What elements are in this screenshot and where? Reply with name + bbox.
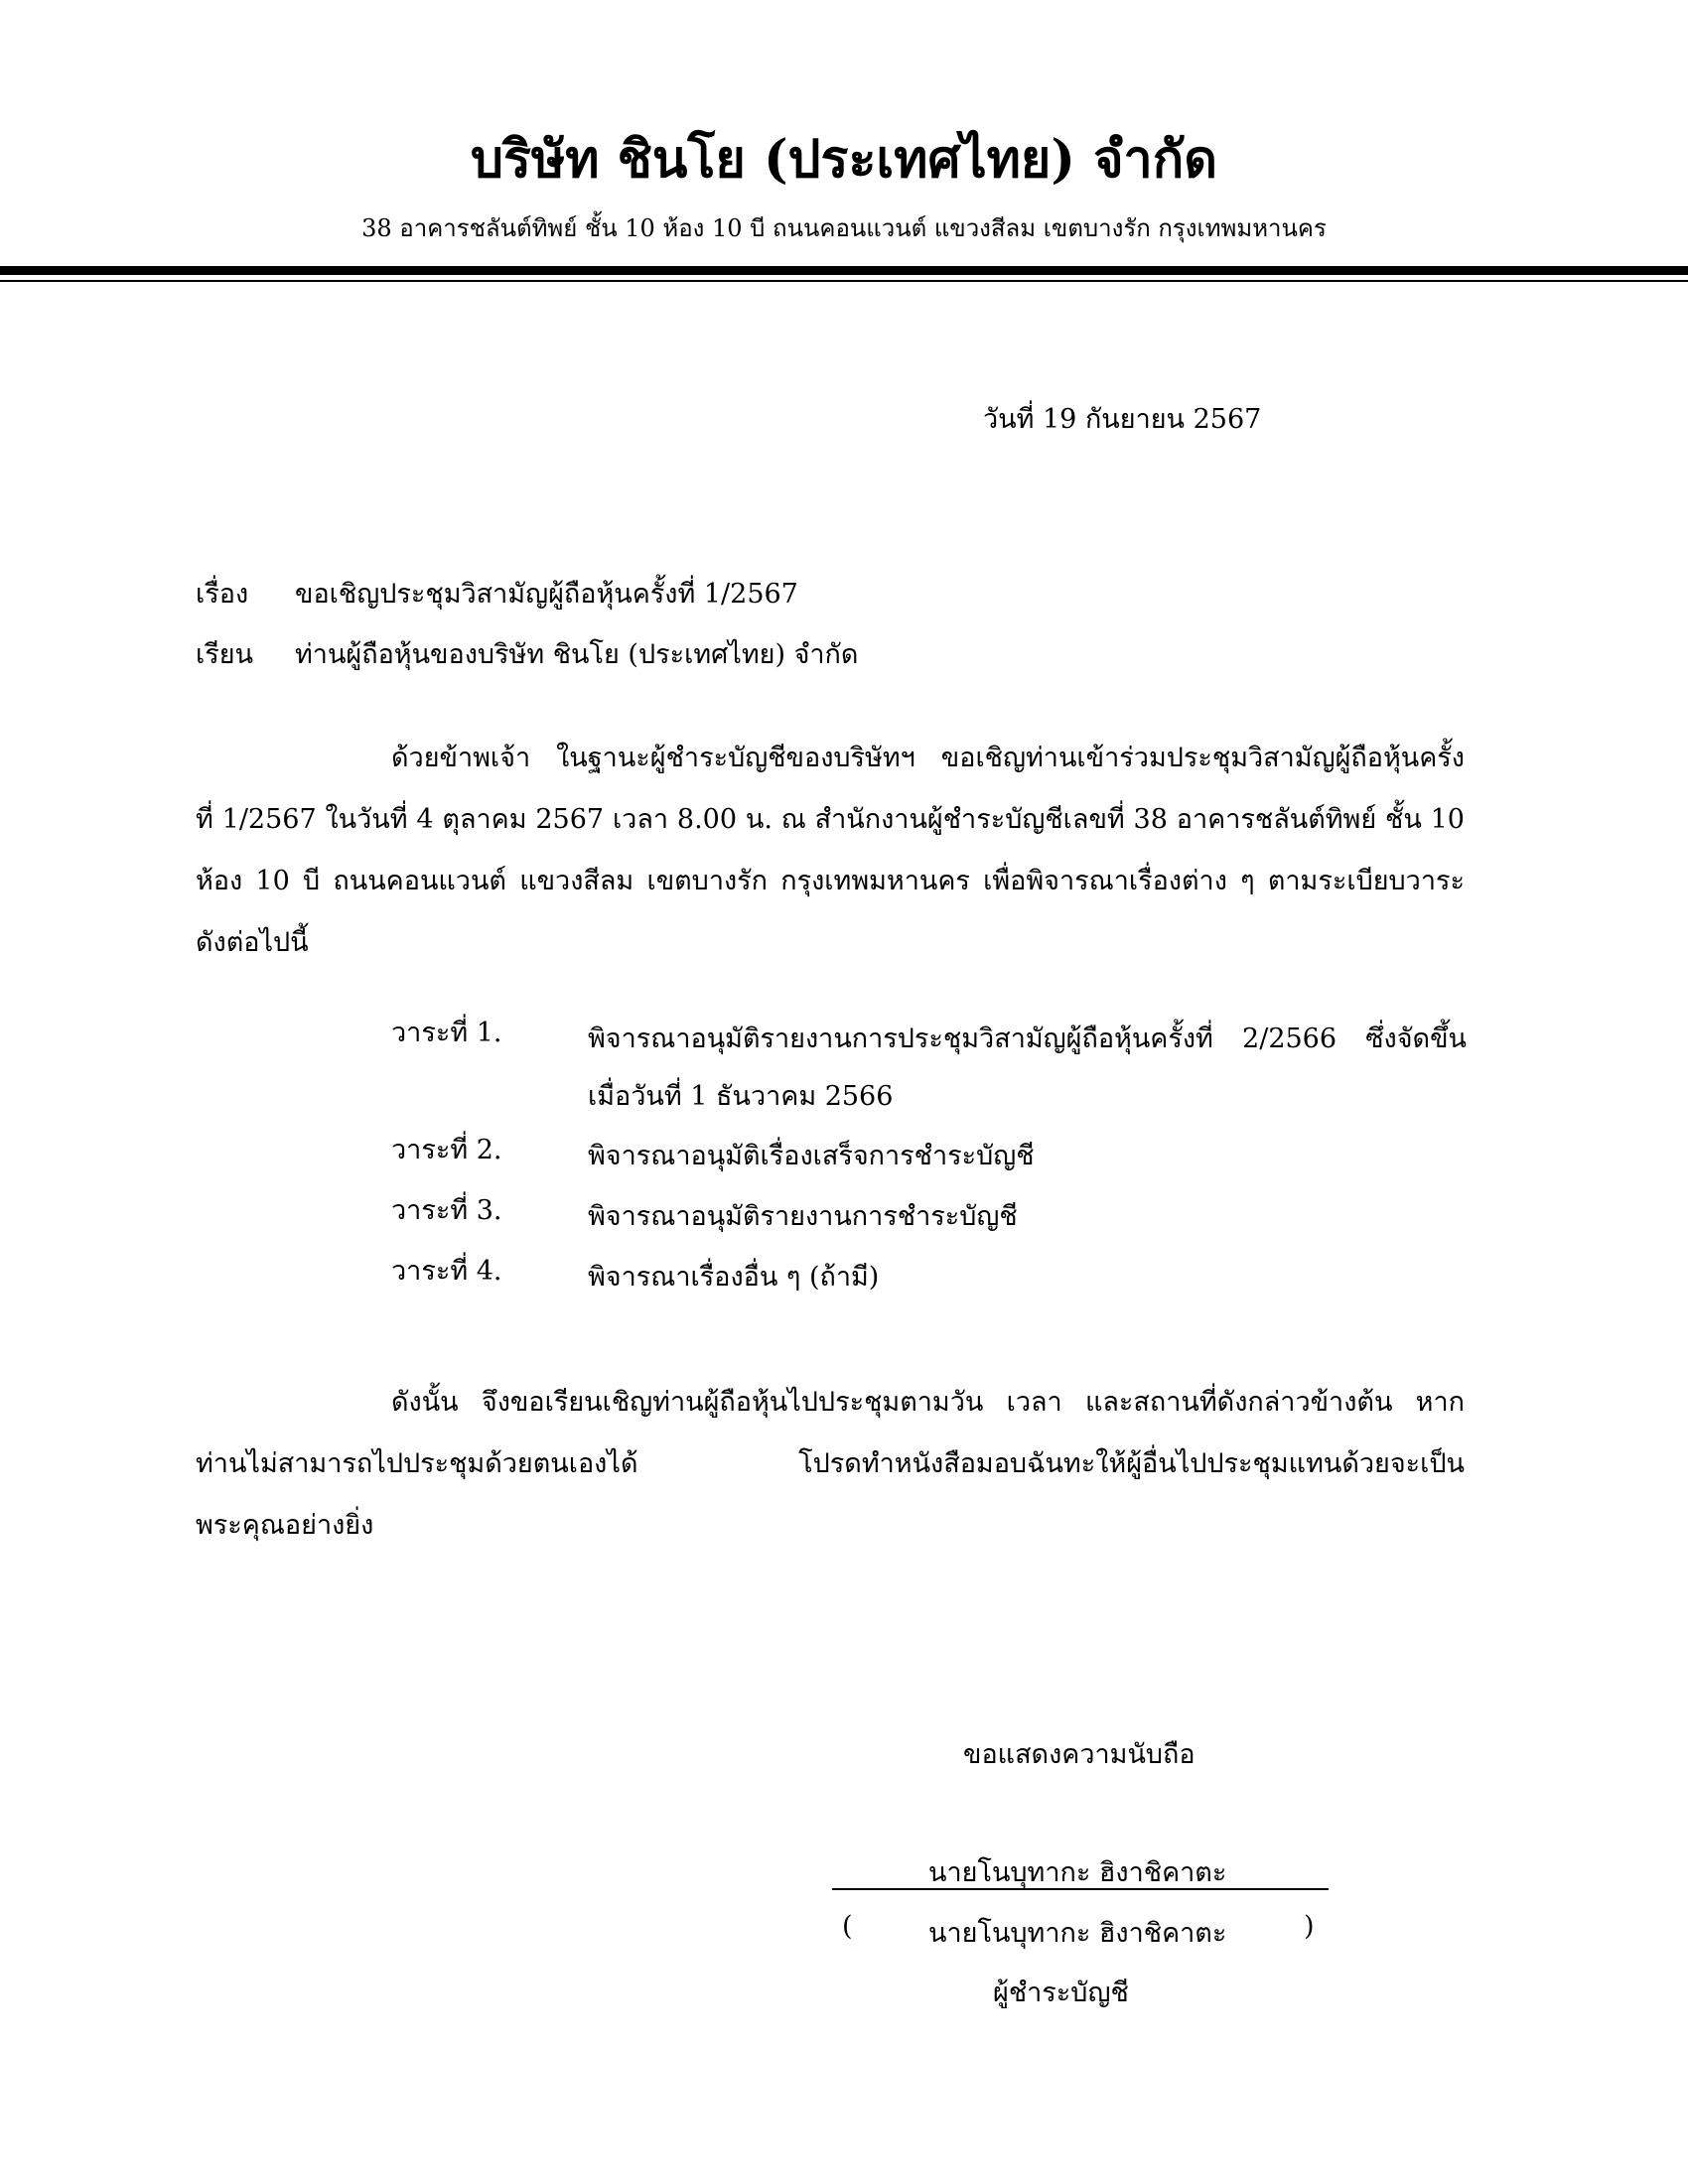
paragraph-line: พระคุณอย่างยิ่ง [196,1510,374,1541]
letter-date: วันที่ 19 กันยายน 2567 [983,404,1262,435]
printed-name: นายโนบุทากะ ฮิงาชิคาตะ [928,1918,1227,1949]
company-address: 38 อาคารชลันต์ทิพย์ ชั้น 10 ห้อง 10 บี ถนนคอนแวนต์ แขวงสีลม เขตบางรัก กรุงเทพมหานคร [361,214,1327,242]
agenda-text-line: เมื่อวันที่ 1 ธันวาคม 2566 [588,1081,894,1112]
open-parenthesis: ( [842,1911,853,1942]
salutation-label: เรียน [196,639,254,670]
paragraph-line: ห้อง 10 บี ถนนคอนแวนต์ แขวงสีลม เขตบางรัก กรุงเทพมหานคร เพื่อพิจารณาเรื่องต่าง ๆ ตามระเบียบวาระ [196,866,1465,896]
agenda-number: วาระที่ 1. [391,1018,502,1048]
paragraph-line: ดังต่อไปนี้ [196,927,309,958]
signed-name: นายโนบุทากะ ฮิงาชิคาตะ [928,1857,1227,1888]
company-name: บริษัท ชินโย (ประเทศไทย) จำกัด [471,129,1217,190]
paragraph-line: ดังนั้น จึงขอเรียนเชิญท่านผู้ถือหุ้นไปประชุมตามวัน เวลา และสถานที่ดังกล่าวข้างต้น หาก [391,1387,1465,1418]
agenda-text: พิจารณาอนุมัติเรื่องเสร็จการชำระบัญชี [588,1141,1035,1171]
paragraph-line: ที่ 1/2567 ในวันที่ 4 ตุลาคม 2567 เวลา 8.00 น. ณ สำนักงานผู้ชำระบัญชีเลขที่ 38 อาคารชลันต์ทิพย์ ชั้น 10 [196,804,1465,835]
intro-paragraph [196,728,1465,974]
paragraph-line: ด้วยข้าพเจ้า ในฐานะผู้ชำระบัญชีของบริษัทฯ ขอเชิญท่านเข้าร่วมประชุมวิสามัญผู้ถือหุ้นครั้ง [391,743,1465,773]
subject-text: ขอเชิญประชุมวิสามัญผู้ถือหุ้นครั้งที่ 1/2567 [295,579,798,610]
agenda-text [588,1011,1467,1126]
regards-text: ขอแสดงความนับถือ [963,1739,1196,1770]
agenda-text: พิจารณาอนุมัติรายงานการชำระบัญชี [588,1201,1018,1232]
agenda-number: วาระที่ 3. [391,1195,502,1226]
agenda-item [0,1182,1688,1243]
agenda-text: พิจารณาเรื่องอื่น ๆ (ถ้ามี) [588,1262,880,1293]
agenda-number: วาระที่ 4. [391,1256,502,1287]
subject-label: เรื่อง [196,579,249,610]
signer-title: ผู้ชำระบัญชี [993,1978,1129,2008]
salutation-text: ท่านผู้ถือหุ้นของบริษัท ชินโย (ประเทศไทย) จำกัด [295,639,859,670]
close-parenthesis: ) [1304,1911,1315,1942]
agenda-text-line: พิจารณาอนุมัติรายงานการประชุมวิสามัญผู้ถือหุ้นครั้งที่ 2/2566 ซึ่งจัดขึ้น [588,1024,1467,1054]
agenda-item [0,1243,1688,1303]
agenda-item [0,1005,1688,1122]
header-rule-thick [0,266,1688,275]
agenda-number: วาระที่ 2. [391,1135,502,1165]
header-rule-thin [0,280,1688,282]
agenda-list [0,1005,1688,1303]
paragraph-line: ท่านไม่สามารถไปประชุมด้วยตนเองได้ โปรดทำหนังสือมอบฉันทะให้ผู้อื่นไปประชุมแทนด้วยจะเป็น [196,1448,1465,1479]
agenda-item [0,1122,1688,1182]
closing-paragraph [196,1372,1465,1557]
signature-line [832,1888,1329,1890]
